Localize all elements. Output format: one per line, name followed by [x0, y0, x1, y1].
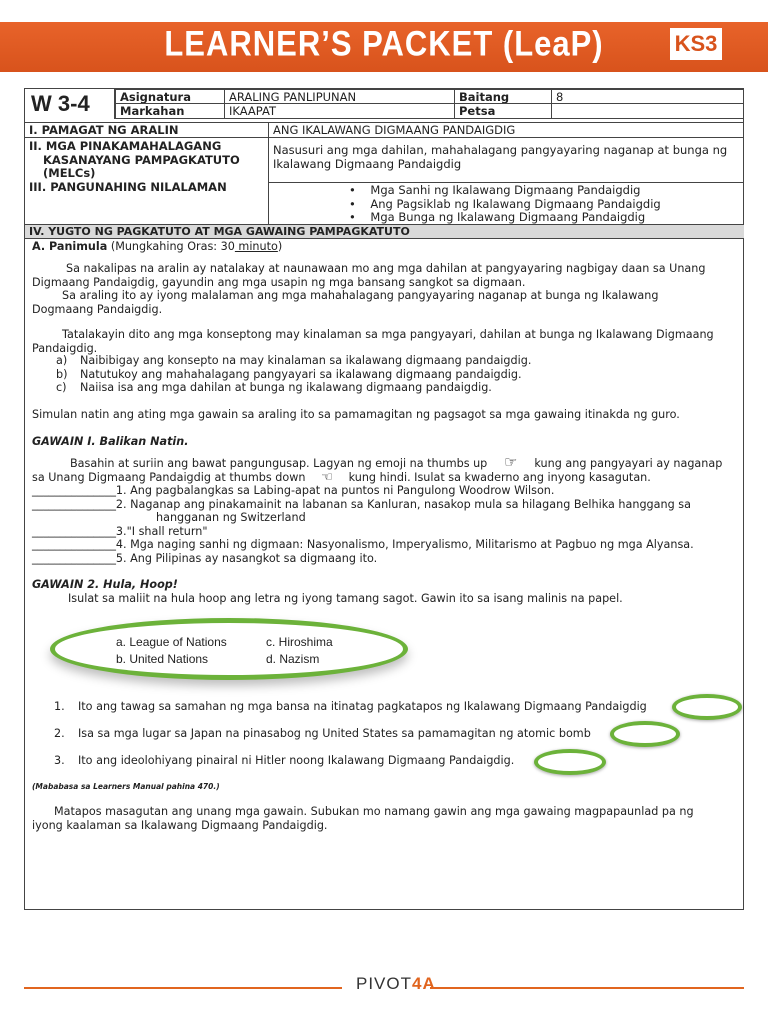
- list-item: _______________4. Mga naging sanhi ng digmaan: Nasyonalismo, Imperyalismo, Militarismo at Pagbuo ng mga Alyansa.: [32, 538, 694, 551]
- section3-label: III. PANGUNAHING NILALAMAN: [29, 179, 227, 194]
- section2-value: [268, 137, 744, 183]
- choice-b: b. United Nations: [116, 652, 209, 666]
- section2-label-line3: (MELCs): [43, 166, 96, 180]
- petsa-label: Petsa: [454, 103, 552, 119]
- intro-paragraph-2: Sa araling ito ay iyong malalaman ang mga mahahalagang pangyayaring naganap at bunga ng Ikalawang Dogmaang Pandaigdig.: [32, 289, 659, 316]
- question-1: 1. Ito ang tawag sa samahan ng mga bansa na itinatag pagkatapos ng Ikalawang Digmaang Pandaigdig: [54, 700, 647, 713]
- gawain2-instructions: Isulat sa maliit na hula hoop ang letra ng iyong tamang sagot. Gawin ito sa isang malinis na papel.: [68, 592, 623, 605]
- list-item-continuation: hangganan ng Switzerland: [156, 511, 306, 524]
- choice-c: c. Hiroshima: [266, 635, 333, 649]
- choices-grid: [116, 634, 333, 668]
- thumbs-up-icon: ☞: [504, 453, 518, 471]
- objective-item: c) Naiisa isa ang mga dahilan at bunga ng ikalawang digmaang pandaigdig.: [56, 381, 492, 394]
- intro-paragraph-3: Tatalakayin dito ang mga konseptong may kinalaman sa mga pangyayari, dahilan at bunga ng Ikalawang Digmaang Pandaigdig.: [32, 328, 714, 355]
- list-item: _______________5. Ang Pilipinas ay nasangkot sa digmaang ito.: [32, 551, 378, 565]
- list-item: _______________1. Ang pagbalangkas sa Labing-apat na puntos ni Pangulong Woodrow Wilson.: [32, 484, 555, 497]
- intro-paragraph-4: Simulan natin ang ating mga gawain sa araling ito sa pamamagitan ng pagsagot sa mga gawaing itinakda ng guro.: [32, 408, 680, 421]
- markahan-value: IKAAPAT: [224, 103, 455, 119]
- panimula-heading: A. Panimula (Mungkahing Oras: 30 minuto): [32, 240, 283, 253]
- asignatura-label: Asignatura: [115, 89, 225, 104]
- list-item: _______________2. Naganap ang pinakamainit na labanan sa Kanluran, nasakop mula sa hilagang Belhika hanggang sa: [32, 497, 691, 511]
- footer-line-left: [24, 987, 342, 989]
- gawain2-title: GAWAIN 2. Hula, Hoop!: [32, 578, 178, 591]
- section4-header: IV. YUGTO NG PAGKATUTO AT MGA GAWAING PAMPAGKATUTO: [25, 224, 744, 239]
- gawain1-items: [32, 484, 694, 565]
- section2-label-line1: II. MGA PINAKAMAHALAGANG: [29, 139, 222, 153]
- objectives-list: [56, 354, 531, 395]
- content-item: • Ang Pagsiklab ng Ikalawang Digmaang Pandaigdig: [349, 196, 661, 211]
- objective-item: a) Naibibigay ang konsepto na may kinalaman sa ikalawang digmaang pandaigdig.: [56, 354, 532, 367]
- pivot-logo: PIVOT4A: [356, 974, 436, 993]
- week-label: W 3-4: [25, 89, 115, 119]
- section1-value: ANG IKALAWANG DIGMAANG PANDAIGDIG: [268, 122, 744, 138]
- content-item: • Mga Bunga ng Ikalawang Digmaang Pandaigdig: [349, 210, 646, 224]
- section1-label: I. PAMAGAT NG ARALIN: [25, 122, 269, 138]
- gawain1-title: GAWAIN I. Balikan Natin.: [32, 435, 189, 448]
- source-note: (Mababasa sa Learners Manual pahina 470.): [32, 782, 220, 791]
- baitang-value: 8: [551, 89, 744, 104]
- packet-title: LEARNER’S PACKET (LeaP): [164, 23, 604, 64]
- content-item: • Mga Sanhi ng Ikalawang Digmaang Pandaigdig: [349, 183, 641, 197]
- choice-d: d. Nazism: [266, 652, 320, 666]
- petsa-value: [551, 103, 744, 119]
- melc-line1: Nasusuri ang mga dahilan, mahahalagang pangyayaring naganap at bunga ng: [273, 143, 728, 157]
- baitang-label: Baitang: [454, 89, 552, 104]
- choice-a: a. League of Nations: [116, 635, 227, 649]
- thumbs-down-icon: ☜: [321, 469, 333, 485]
- header-banner: [0, 22, 768, 72]
- melc-line2: Ikalawang Digmaang Pandaigdig: [273, 156, 462, 171]
- answer-hoop-2[interactable]: [610, 721, 680, 747]
- closing-paragraph: Matapos masagutan ang unang mga gawain. Subukan mo namang gawin ang mga gawaing magpapaunlad pa ng iyong kaalaman sa Ikalawang Digmaang Pandaigdig.: [32, 805, 694, 832]
- section2-label-line2: KASANAYANG PAMPAGKATUTO: [43, 152, 240, 167]
- intro-paragraph-1: Sa nakalipas na aralin ay natalakay at naunawaan mo ang mga dahilan at pangyayaring nagbigay daan sa Unang Digmaang Pandaigdig, gayundin ang mga usapin ng mga bansang sangkot sa digmaan.: [32, 262, 706, 289]
- footer-line-right: [430, 987, 744, 989]
- section3-value: [268, 182, 744, 225]
- objective-item: b) Natutukoy ang mahahalagang pangyayari sa ikalawang digmaang pandaigdig.: [56, 367, 522, 381]
- question-3: 3. Ito ang ideolohiyang pinairal ni Hitler noong Ikalawang Digmaang Pandaigdig.: [54, 754, 515, 767]
- list-item: _______________3."I shall return": [32, 524, 208, 538]
- answer-hoop-1[interactable]: [672, 694, 742, 720]
- section2-3-labels: [25, 137, 269, 225]
- asignatura-value: ARALING PANLIPUNAN: [224, 89, 455, 104]
- gawain1-instructions: Basahin at suriin ang bawat pangungusap. Lagyan ng emoji na thumbs up ☞ kung ang pangyayari ay naganap sa Unang Digmaang Pandaigdig at thumbs down ☜ kung hindi. Isulat sa kwaderno ang inyong kasagutan.: [32, 453, 723, 485]
- markahan-label: Markahan: [115, 103, 225, 119]
- ks3-badge: KS3: [670, 28, 722, 60]
- answer-hoop-3[interactable]: [534, 749, 606, 775]
- question-2: 2. Isa sa mga lugar sa Japan na pinasabog ng United States sa pamamagitan ng atomic bomb: [54, 727, 591, 740]
